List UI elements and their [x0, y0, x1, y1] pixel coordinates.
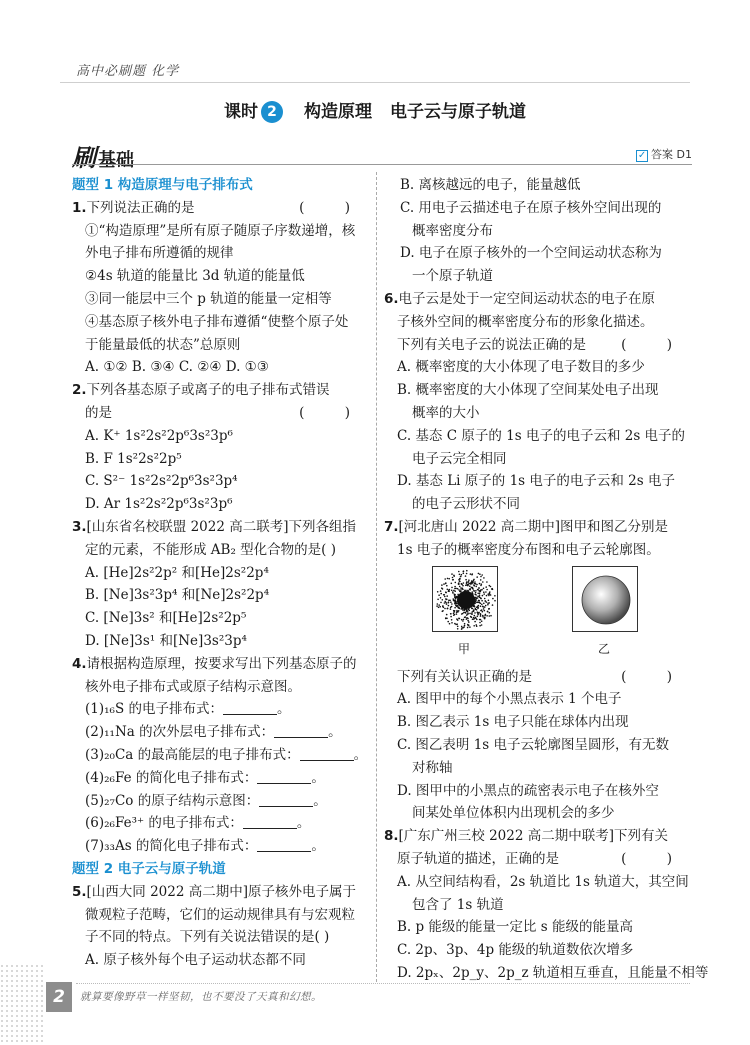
question-text: [河北唐山 2022 高二期中]图甲和图乙分别是 [398, 518, 669, 535]
question-number: 1. [72, 199, 87, 216]
line-text: (1)₁₆S 的电子排布式： [85, 701, 223, 718]
line-text: 外电子排布所遵循的规律 [85, 245, 234, 262]
line-text: A. ①② B. ③④ C. ②④ D. ①③ [85, 359, 269, 376]
question-stem [384, 825, 690, 848]
answer-parentheses[interactable]: ( ) [621, 668, 690, 685]
line-text: B. F 1s²2s²2p⁵ [85, 450, 182, 467]
question-line [384, 242, 690, 265]
line-text: 子核外空间的概率密度分布的形象化描述。 [397, 313, 654, 330]
question-line [384, 757, 690, 780]
fill-in-item: (4)₂₆Fe 的简化电子排布式： 。 [85, 769, 325, 786]
question-stem [72, 653, 368, 676]
line-text: C. 用电子云描述电子在原子核外空间出现的 [400, 199, 662, 216]
line-text: D. 图甲中的小黑点的疏密表示电子在核外空 [397, 782, 659, 799]
line-text: B. 概率密度的大小体现了空间某处电子出现 [397, 382, 659, 399]
question-line [72, 584, 368, 607]
line-text: A. 概率密度的大小体现了电子数目的多少 [397, 359, 645, 376]
fill-in-item: (7)₃₃As 的简化电子排布式： 。 [85, 838, 325, 855]
lesson-title [0, 97, 750, 123]
question-line [384, 356, 690, 379]
line-text: ①“构造原理”是所有原子随原子序数递增，核 [85, 222, 356, 239]
question-line [72, 630, 368, 653]
question-line [384, 962, 709, 985]
question-line [72, 425, 368, 448]
line-text: (5)₂₇Co 的原子结构示意图： [85, 792, 260, 809]
line-text: D. 2pₓ、2p_y、2p_z 轨道相互垂直，且能量不相等 [397, 964, 709, 981]
line-text: 包含了 1s 轨道 [412, 896, 504, 913]
question-line [384, 916, 690, 939]
section-rule [72, 164, 692, 165]
line-text: 子不同的特点。下列有关说法错误的是( ) [85, 929, 330, 946]
figure-density-plot [432, 566, 498, 632]
answer-blank[interactable] [257, 770, 311, 784]
question-line [72, 220, 368, 243]
question-line [72, 926, 368, 949]
question-line [384, 470, 690, 493]
line-text: 概率密度分布 [412, 222, 493, 239]
question-line [72, 242, 368, 265]
lesson-subtitle: 电子云与原子轨道 [390, 102, 526, 122]
line-text: 一个原子轨道 [412, 268, 493, 285]
answer-blank[interactable] [257, 838, 311, 852]
line-text: B. p 能级的能量一定比 s 能级的能量高 [397, 919, 633, 936]
answer-blank[interactable] [223, 701, 277, 715]
question-line [384, 425, 690, 448]
question-line [72, 607, 368, 630]
line-text: (2)₁₁Na 的次外层电子排布式： [85, 724, 275, 741]
answer-parentheses[interactable]: ( ) [299, 199, 368, 216]
question-line [72, 539, 368, 562]
line-text: 下列有关电子云的说法正确的是 [397, 336, 586, 353]
question-line [384, 894, 690, 917]
question-line [72, 356, 368, 379]
question-line [384, 539, 690, 562]
footer-rule [76, 983, 690, 984]
line-text: C. S²⁻ 1s²2s²2p⁶3s²3p⁴ [85, 473, 238, 490]
question-number: 5. [72, 883, 87, 900]
fill-in-item: (3)₂₀Ca 的最高能层的电子排布式： 。 [85, 746, 368, 763]
question-number: 4. [72, 655, 87, 672]
line-text: 间某处单位体积内出现机会的多少 [412, 805, 615, 822]
question-type-heading: 题型 1 构造原理与电子排布式 [72, 177, 253, 193]
line-text: 于能量最低的状态”总原则 [85, 336, 241, 353]
answer-blank[interactable] [300, 747, 354, 761]
fill-in-item: (2)₁₁Na 的次外层电子排布式： 。 [85, 724, 342, 741]
question-line [384, 939, 690, 962]
lesson-title-main: 构造原理 [304, 102, 372, 122]
question-text: 下列说法正确的是 [86, 199, 195, 216]
question-text: 电子云是处于一定空间运动状态的电子在原 [398, 290, 656, 307]
question-line [72, 334, 368, 357]
line-text: 定的元素，不能形成 AB₂ 型化合物的是( ) [85, 541, 336, 558]
question-line [384, 780, 690, 803]
question-line [384, 379, 690, 402]
line-text: (7)₃₃As 的简化电子排布式： [85, 838, 258, 855]
line-text: 1s 电子的概率密度分布图和电子云轮廓图。 [397, 541, 660, 558]
answer-blank[interactable] [243, 815, 297, 829]
line-text: A. 图甲中的每个小黑点表示 1 个电子 [397, 691, 622, 708]
question-stem [384, 288, 690, 311]
question-line [72, 448, 368, 471]
question-line [384, 448, 690, 471]
line-text: C. 基态 C 原子的 1s 电子的电子云和 2s 电子的 [397, 427, 686, 444]
question-type-heading: 题型 2 电子云与原子轨道 [72, 860, 226, 877]
question-line [72, 949, 368, 972]
line-text: ③同一能层中三个 p 轨道的能量一定相等 [85, 290, 332, 307]
line-text: ④基态原子核外电子排布遵循“使整个原子处 [85, 313, 349, 330]
fill-in-item: (6)₂₆Fe³⁺ 的电子排布式： 。 [85, 815, 311, 832]
line-text: 下列有关认识正确的是 [397, 668, 532, 685]
question-line [384, 493, 690, 516]
question-line [72, 402, 368, 425]
header-rule [60, 82, 690, 83]
footer-dot-pattern [0, 962, 44, 1042]
line-text: C. 图乙表明 1s 电子云轮廓图呈圆形，有无数 [397, 736, 670, 753]
line-text: A. [He]2s²2p² 和[He]2s²2p⁴ [85, 564, 269, 581]
question-stem [384, 516, 690, 539]
question-line [384, 174, 690, 197]
answer-parentheses[interactable]: ( ) [621, 336, 690, 353]
question-number: 8. [384, 828, 399, 845]
question-number: 2. [72, 382, 87, 399]
question-line [384, 402, 690, 425]
answer-tag [636, 146, 692, 162]
line-text: B. 离核越远的电子，能量越低 [400, 177, 581, 193]
line-text: (4)₂₆Fe 的简化电子排布式： [85, 769, 258, 786]
line-text: C. [Ne]3s² 和[He]2s²2p⁵ [85, 610, 247, 627]
answer-parentheses[interactable]: ( ) [299, 404, 368, 421]
line-text: D. 基态 Li 原子的 1s 电子的电子云和 2s 电子 [397, 473, 675, 490]
figures [384, 562, 690, 666]
question-line [384, 802, 690, 825]
line-text: (6)₂₆Fe³⁺ 的电子排布式： [85, 815, 243, 832]
question-line [384, 220, 690, 243]
line-text: B. [Ne]3s²3p⁴ 和[Ne]2s²2p⁴ [85, 587, 270, 604]
column-divider [376, 172, 377, 982]
line-text: A. K⁺ 1s²2s²2p⁶3s²3p⁶ [85, 427, 233, 444]
line-text: ②4s 轨道的能量比 3d 轨道的能量低 [85, 268, 305, 285]
right-column [384, 174, 709, 985]
question-line [72, 288, 368, 311]
answer-parentheses[interactable]: ( ) [621, 850, 690, 867]
question-line [384, 666, 690, 689]
question-line [384, 311, 690, 334]
answer-ref: 答案 D1 [651, 148, 692, 161]
line-text: (3)₂₀Ca 的最高能层的电子排布式： [85, 746, 300, 763]
question-line [72, 470, 368, 493]
question-line [384, 265, 690, 288]
line-text: 概率的大小 [412, 404, 480, 421]
lesson-number-badge: 2 [261, 101, 283, 123]
line-text: C. 2p、3p、4p 能级的轨道数依次增多 [397, 942, 634, 959]
question-stem [72, 379, 368, 402]
series-title: 高中必刷题 化学 [76, 64, 180, 79]
section-label-text: 基础 [98, 150, 134, 171]
question-stem [72, 881, 368, 904]
question-stem [72, 516, 368, 539]
line-text: A. 原子核外每个电子运动状态都不同 [85, 952, 306, 969]
line-text: 的电子云形状不同 [412, 496, 520, 513]
answer-blank[interactable] [274, 724, 328, 738]
section-label [72, 138, 134, 173]
question-text: 下列各基态原子或离子的电子排布式错误 [86, 382, 330, 399]
question-line [384, 734, 690, 757]
line-text: B. 图乙表示 1s 电子只能在球体内出现 [397, 714, 629, 731]
line-text: A. 从空间结构看，2s 轨道比 1s 轨道大，其空间 [397, 873, 689, 890]
line-text: 的是 [85, 404, 112, 421]
question-text: [广东广州三校 2022 高二期中联考]下列有关 [398, 828, 669, 845]
line-text: 原子轨道的描述，正确的是 [397, 850, 559, 867]
left-column [72, 174, 368, 972]
question-line [384, 334, 690, 357]
question-line [72, 904, 368, 927]
question-text: [山西大同 2022 高二期中]原子核外电子属于 [86, 883, 357, 900]
check-icon: ✓ [637, 150, 647, 161]
answer-blank[interactable] [259, 793, 313, 807]
lesson-prefix: 课时 [224, 102, 258, 122]
question-text: [山东省名校联盟 2022 高二联考]下列各组指 [86, 518, 357, 535]
fill-in-item: (5)₂₇Co 的原子结构示意图： 。 [85, 792, 327, 809]
question-number: 6. [384, 290, 399, 307]
question-stem [72, 197, 368, 220]
section-header [72, 138, 692, 172]
question-line [384, 711, 690, 734]
line-text: D. 电子在原子核外的一个空间运动状态称为 [400, 245, 662, 262]
line-text: D. Ar 1s²2s²2p⁶3s²3p⁶ [85, 496, 233, 513]
question-line [72, 493, 368, 516]
footer-motto: 就算要像野草一样坚韧，也不要没了天真和幻想。 [80, 991, 322, 1003]
question-line [72, 311, 368, 334]
figure-sphere-outline [572, 566, 638, 632]
line-text: D. [Ne]3s¹ 和[Ne]3s²3p⁴ [85, 632, 247, 649]
question-text: 请根据构造原理，按要求写出下列基态原子的 [86, 655, 357, 672]
question-number: 7. [384, 518, 399, 535]
page-number: 2 [46, 982, 72, 1012]
question-line [72, 265, 368, 288]
figure-caption-b: 乙 [598, 641, 611, 656]
line-text: 微观粒子范畴，它们的运动规律具有与宏观粒 [85, 906, 355, 923]
question-line [384, 197, 690, 220]
question-line [72, 676, 368, 699]
line-text: 电子云完全相同 [412, 450, 507, 467]
section-label-big: 刷 [72, 144, 96, 172]
question-line [72, 562, 368, 585]
question-number: 3. [72, 518, 87, 535]
question-line [384, 688, 690, 711]
line-text: 核外电子排布式或原子结构示意图。 [85, 678, 301, 695]
question-line [384, 848, 690, 871]
fill-in-item: (1)₁₆S 的电子排布式： 。 [85, 701, 291, 718]
question-line [384, 871, 690, 894]
line-text: 对称轴 [412, 759, 453, 776]
figure-caption-a: 甲 [458, 641, 471, 656]
